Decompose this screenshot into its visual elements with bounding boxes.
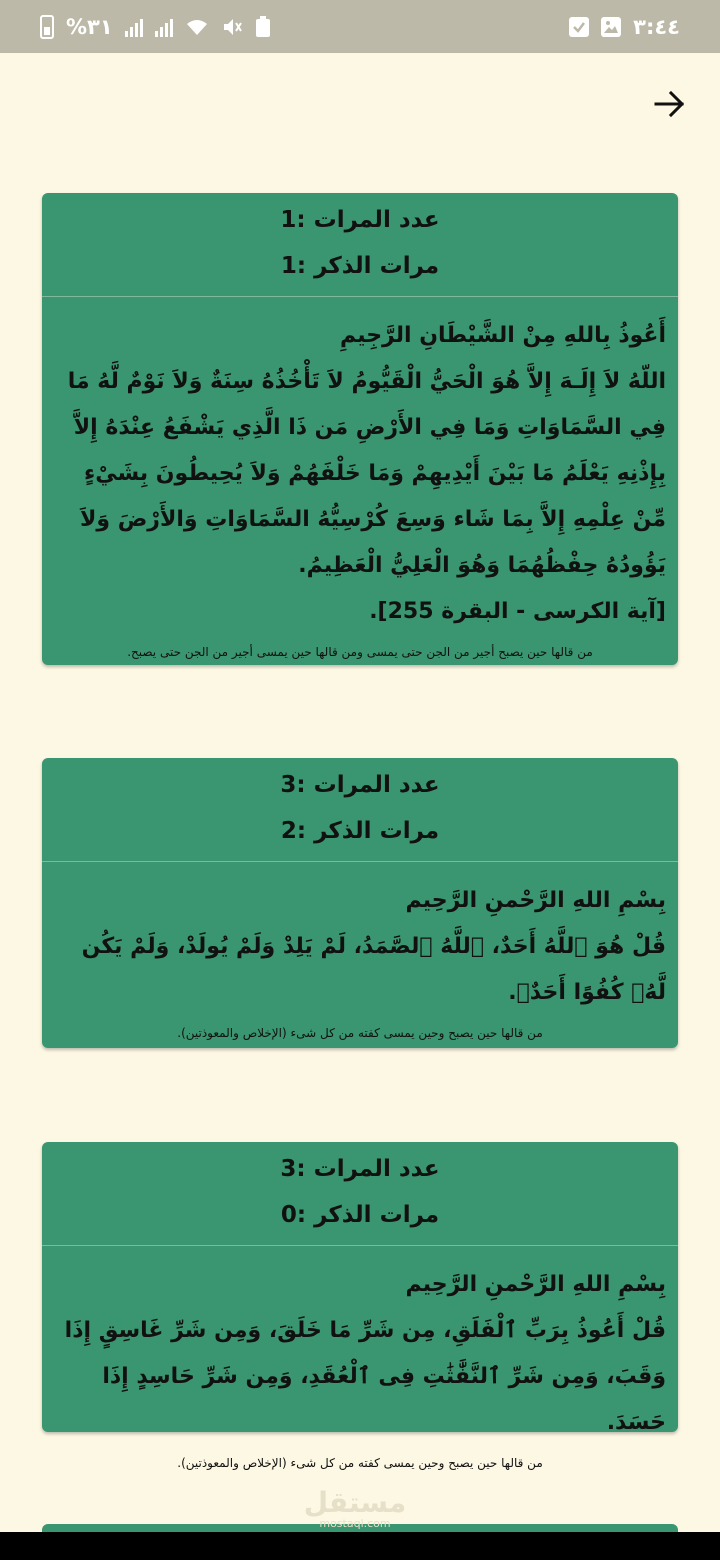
repeat-count: عدد المرات :1: [280, 207, 440, 233]
card-body: [42, 862, 678, 1052]
card-header: [42, 1142, 678, 1246]
system-nav-bar: [0, 1532, 720, 1560]
mute-icon: [221, 16, 243, 38]
checkbox-notification-icon: [569, 17, 589, 37]
status-time: ٣:٤٤: [633, 14, 680, 39]
done-count: مرات الذكر :0: [280, 1202, 440, 1228]
wifi-icon: [185, 17, 209, 37]
done-count: مرات الذكر :2: [280, 818, 440, 844]
done-count: مرات الذكر :1: [280, 253, 440, 279]
repeat-count: عدد المرات :3: [280, 772, 440, 798]
arrow-right-icon: [653, 87, 687, 121]
card-body: [42, 1246, 678, 1482]
watermark-logo: [300, 1488, 410, 1530]
back-arrow-button[interactable]: [650, 84, 690, 124]
watermark-text: مستقل: [303, 1486, 407, 1519]
card-header: [42, 193, 678, 297]
zikr-note: من قالها حين يصبح أجير من الجن حتى يمسى ومن قالها حين يمسى أجير من الجن حتى يصبح.: [127, 645, 593, 659]
status-left-group: [40, 15, 271, 39]
zikr-text: بِسْمِ اللهِ الرَّحْمنِ الرَّحِيم قُلْ أَعُوذُ بِرَبِّ ٱلْفَلَقِ، مِن شَرِّ مَا خَلَقَ، وَمِن شَرِّ غَاسِقٍ إِذَا وَقَبَ، وَمِن شَرِّ ٱلنَّفَّٰثَٰتِ فِى ٱلْعُقَدِ، وَمِن شَرِّ حَاسِدٍ إِذَا حَسَدَ.: [64, 1272, 666, 1435]
zikr-note: من قالها حين يصبح وحين يمسى كفته من كل شىء (الإخلاص والمعوذتين).: [177, 1456, 543, 1470]
gallery-notification-icon: [601, 17, 621, 37]
zikr-card[interactable]: [42, 193, 678, 665]
status-bar: [0, 0, 720, 53]
zikr-card[interactable]: [42, 1142, 678, 1470]
battery-saver-icon: [255, 16, 271, 38]
zikr-note: من قالها حين يصبح وحين يمسى كفته من كل شىء (الإخلاص والمعوذتين).: [177, 1026, 543, 1040]
card-header: [42, 758, 678, 862]
battery-percent: %٣١: [66, 14, 113, 39]
status-right-group: [569, 15, 680, 39]
signal-icon: [125, 17, 143, 37]
watermark-url: mostaql.com: [319, 1517, 391, 1530]
repeat-count: عدد المرات :3: [280, 1156, 440, 1182]
card-body: [42, 297, 678, 671]
zikr-text: بِسْمِ اللهِ الرَّحْمنِ الرَّحِيم قُلْ هُوَ ٱللَّهُ أَحَدٌ، ٱللَّهُ ٱلصَّمَدُ، لَمْ يَلِدْ وَلَمْ يُولَدْ، وَلَمْ يَكُن لَّهُۥ كُفُوًا أَحَدٌۢ.: [81, 888, 666, 1005]
zikr-card[interactable]: [42, 758, 678, 1048]
signal-icon-2: [155, 17, 173, 37]
zikr-text: أَعُوذُ بِاللهِ مِنْ الشَّيْطَانِ الرَّجِيمِ اللّهُ لاَ إِلَـهَ إِلاَّ هُوَ الْحَيُّ الْقَيُّومُ لاَ تَأْخُذُهُ سِنَةٌ وَلاَ نَوْمٌ لَّهُ مَا فِي السَّمَاوَاتِ وَمَا فِي الأَرْضِ مَن ذَا الَّذِي يَشْفَعُ عِنْدَهُ إِلاَّ بِإِذْنِهِ يَعْلَمُ مَا بَيْنَ أَيْدِيهِمْ وَمَا خَلْفَهُمْ وَلاَ يُحِيطُونَ بِشَيْءٍ مِّنْ عِلْمِهِ إِلاَّ بِمَا شَاء وَسِعَ كُرْسِيُّهُ السَّمَاوَاتِ وَالأَرْضَ وَلاَ يَؤُودُهُ حِفْظُهُمَا وَهُوَ الْعَلِيُّ الْعَظِيمُ. [آية الكرسى - البقرة 255].: [67, 323, 666, 624]
battery-icon: [40, 15, 54, 39]
